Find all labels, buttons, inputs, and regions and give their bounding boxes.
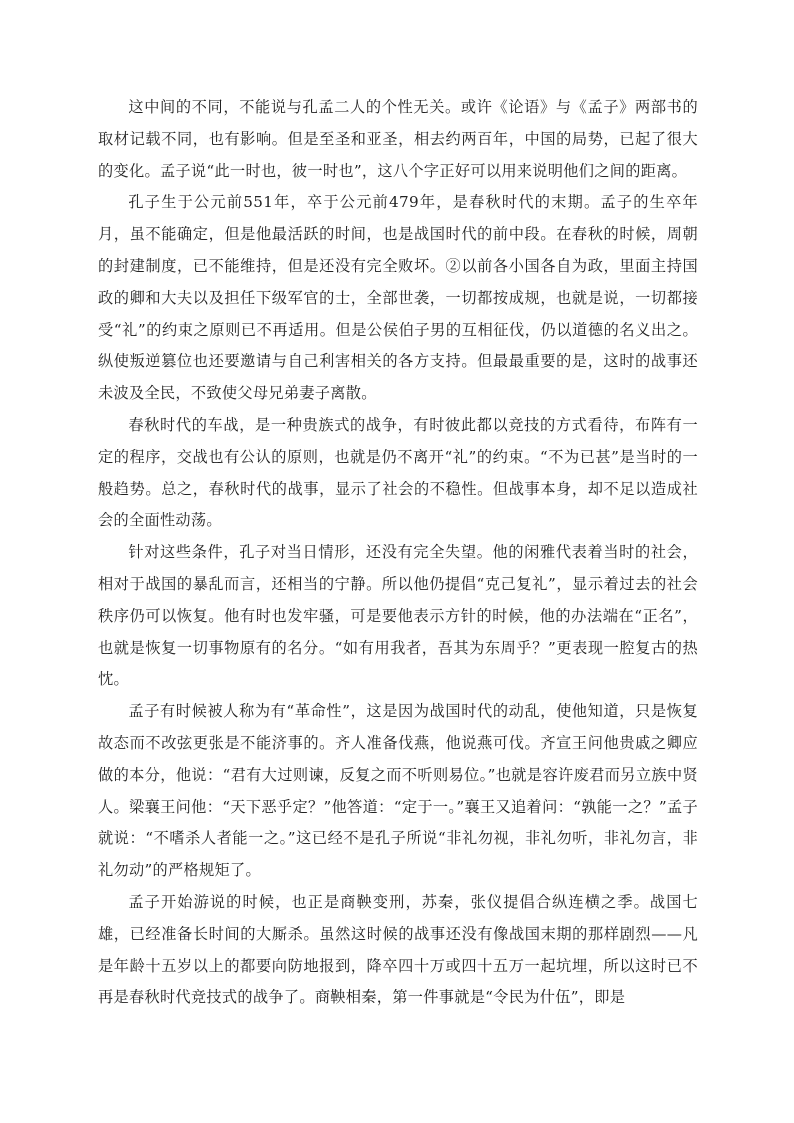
paragraph-4: 针对这些条件，孔子对当日情形，还没有完全失望。他的闲雅代表着当时的社会，相对于战国的暴乱而言，还相当的宁静。所以他仍提倡“克己复礼”，显示着过去的社会秩序仍可以恢复。他有时也发牢骚，可是要他表示方针的时候，他的办法端在“正名”，也就是恢复一切事物原有的名分。“如有用我者，吾其为东周乎？”更表现一腔复古的热忱。 <box>98 543 698 689</box>
paragraph-1: 这中间的不同，不能说与孔孟二人的个性无关。或许《论语》与《孟子》两部书的取材记载不同，也有影响。但是至圣和亚圣，相去约两百年，中国的局势，已起了很大的变化。孟子说“此一时也，彼一时也”，这八个字正好可以用来说明他们之间的距离。 <box>98 98 698 180</box>
paragraph-2: 孔子生于公元前551年，卒于公元前479年，是春秋时代的末期。孟子的生卒年月，虽不能确定，但是他最活跃的时间，也是战国时代的前中段。在春秋的时候，周朝的封建制度，已不能维持，但是还没有完全败坏。②以前各小国各自为政，里面主持国政的卿和大夫以及担任下级军官的士，全部世袭，一切都按成规，也就是说，一切都接受“礼”的约束之原则已不再适用。但是公侯伯子男的互相征伐，仍以道德的名义出之。纵使叛逆篡位也还要邀请与自己利害相关的各方支持。但最最重要的是，这时的战事还未波及全民，不致使父母兄弟妻子离散。 <box>98 193 698 403</box>
paragraph-5: 孟子有时候被人称为有“革命性”，这是因为战国时代的动乱，使他知道，只是恢复故态而不改弦更张是不能济事的。齐人准备伐燕，他说燕可伐。齐宣王问他贵戚之卿应做的本分，他说：“君有大过则谏，反复之而不听则易位。”也就是容许废君而另立族中贤人。梁襄王问他：“天下恶乎定？”他答道：“定于一。”襄王又追着问：“孰能一之？”孟子就说：“不嗜杀人者能一之。”这已经不是孔子所说“非礼勿视，非礼勿听，非礼勿言，非礼勿动”的严格规矩了。 <box>98 702 698 880</box>
paragraph-6: 孟子开始游说的时候，也正是商鞅变刑，苏秦，张仪提倡合纵连横之季。战国七雄，已经准备长时间的大厮杀。虽然这时候的战事还没有像战国末期的那样剧烈——凡是年龄十五岁以上的都要向防地报到，降卒四十万或四十五万一起坑埋，所以这时已不再是春秋时代竞技式的战争了。商鞅相秦，第一件事就是“令民为什伍”，即是 <box>98 892 698 1007</box>
document-body <box>98 92 698 1014</box>
paragraph-3: 春秋时代的车战，是一种贵族式的战争，有时彼此都以竞技的方式看待，布阵有一定的程序，交战也有公认的原则，也就是仍不离开“礼”的约束。“不为已甚”是当时的一般趋势。总之，春秋时代的战事，显示了社会的不稳性。但战事本身，却不足以造成社会的全面性动荡。 <box>98 415 698 530</box>
